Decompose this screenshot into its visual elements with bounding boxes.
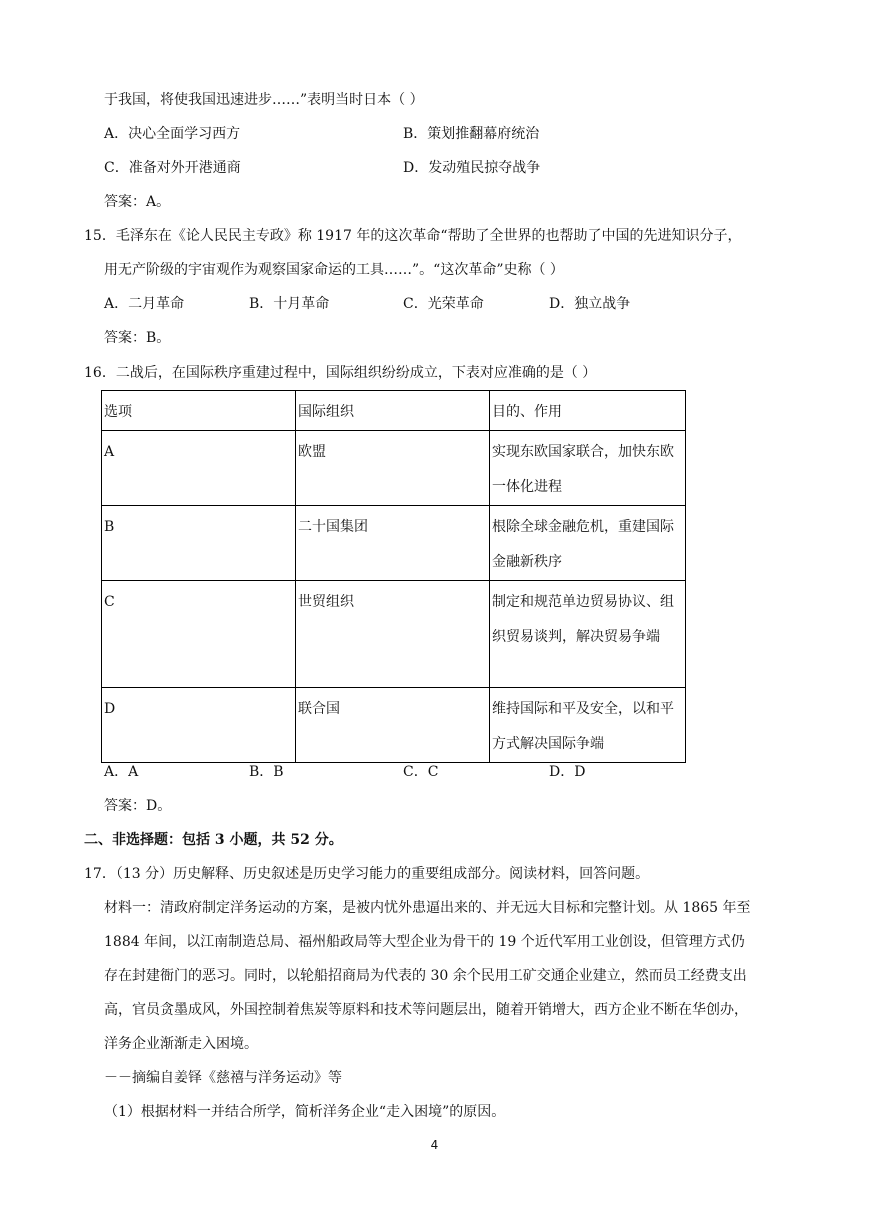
table-cell: 欧盟 (296, 431, 490, 506)
q17-material-line: 1884 年间，以江南制造总局、福州船政局等大型企业为骨干的 19 个近代军用工业创设，但管理方式仍 (104, 934, 745, 950)
table-row (102, 581, 686, 688)
table-cell: 联合国 (296, 688, 490, 763)
q17-material-line: 高，官员贪墨成风，外国控制着焦炭等原料和技术等问题层出，随着开销增大，西方企业不断在华创办， (104, 1002, 748, 1018)
q15-option-c: C．光荣革命 (403, 296, 484, 312)
q14-option-d: D．发动殖民掠夺战争 (403, 160, 541, 176)
q16-stem: 16．二战后，在国际秩序重建过程中，国际组织纷纷成立，下表对应准确的是（ ） (84, 365, 597, 381)
q15-stem-line1: 15．毛泽东在《论人民民主专政》称 1917 年的这次革命“帮助了全世界的也帮助了中国的先进知识分子， (84, 228, 742, 244)
table-row (102, 688, 686, 763)
q15-option-d: D．独立战争 (549, 296, 631, 312)
table-cell: D (102, 688, 296, 763)
table-header-row (102, 391, 686, 431)
table-cell: 根除全球金融危机，重建国际金融新秩序 (490, 506, 686, 581)
table-header-cell: 国际组织 (296, 391, 490, 431)
table-cell: 实现东欧国家联合，加快东欧一体化进程 (490, 431, 686, 506)
table-cell: 世贸组织 (296, 581, 490, 688)
table-cell: A (102, 431, 296, 506)
table-row (102, 431, 686, 506)
table-cell: 二十国集团 (296, 506, 490, 581)
q17-material-line: 存在封建衙门的恶习。同时，以轮船招商局为代表的 30 余个民用工矿交通企业建立，然而员工经费支出 (104, 968, 747, 984)
table-cell: 制定和规范单边贸易协议、组织贸易谈判，解决贸易争端 (490, 581, 686, 688)
q14-answer: 答案：A。 (104, 194, 171, 210)
table-cell: 维持国际和平及安全，以和平方式解决国际争端 (490, 688, 686, 763)
q15-option-b: B．十月革命 (249, 296, 330, 312)
section-heading: 二、非选择题：包括 3 小题，共 52 分。 (84, 832, 343, 848)
q15-stem-line2: 用无产阶级的宇宙观作为观察国家命运的工具……”。“这次革命”史称（ ） (104, 262, 564, 278)
table-header-cell: 选项 (102, 391, 296, 431)
q15-answer: 答案：B。 (104, 330, 171, 346)
q17-subquestion-1: （1）根据材料一并结合所学，简析洋务企业“走入困境”的原因。 (104, 1104, 506, 1120)
page-number: 4 (430, 1138, 439, 1152)
q16-option-b: B．B (249, 764, 284, 780)
q16-table (101, 390, 686, 763)
q17-source: －－摘编自姜铎《慈禧与洋务运动》等 (104, 1070, 342, 1086)
q17-stem: 17．（13 分）历史解释、历史叙述是历史学习能力的重要组成部分。阅读材料，回答问题。 (84, 866, 650, 882)
q14-option-c: C．准备对外开港通商 (104, 160, 241, 176)
q16-answer: 答案：D。 (104, 798, 172, 814)
q14-option-a: A．决心全面学习西方 (104, 126, 241, 142)
q16-option-a: A．A (104, 764, 139, 780)
q15-option-a: A．二月革命 (104, 296, 185, 312)
q17-material-line: 材料一：清政府制定洋务运动的方案，是被内忧外患逼出来的、并无远大目标和完整计划。从 1865 年至 (104, 900, 751, 916)
table-cell: C (102, 581, 296, 688)
q16-option-d: D．D (549, 764, 586, 780)
q14-stem: 于我国，将使我国迅速进步……”表明当时日本（ ） (104, 92, 424, 108)
table-row (102, 506, 686, 581)
q17-material-line: 洋务企业渐渐走入困境。 (104, 1036, 258, 1052)
q16-option-c: C．C (403, 764, 439, 780)
q14-option-b: B．策划推翻幕府统治 (403, 126, 540, 142)
table-header-cell: 目的、作用 (490, 391, 686, 431)
table-cell: B (102, 506, 296, 581)
